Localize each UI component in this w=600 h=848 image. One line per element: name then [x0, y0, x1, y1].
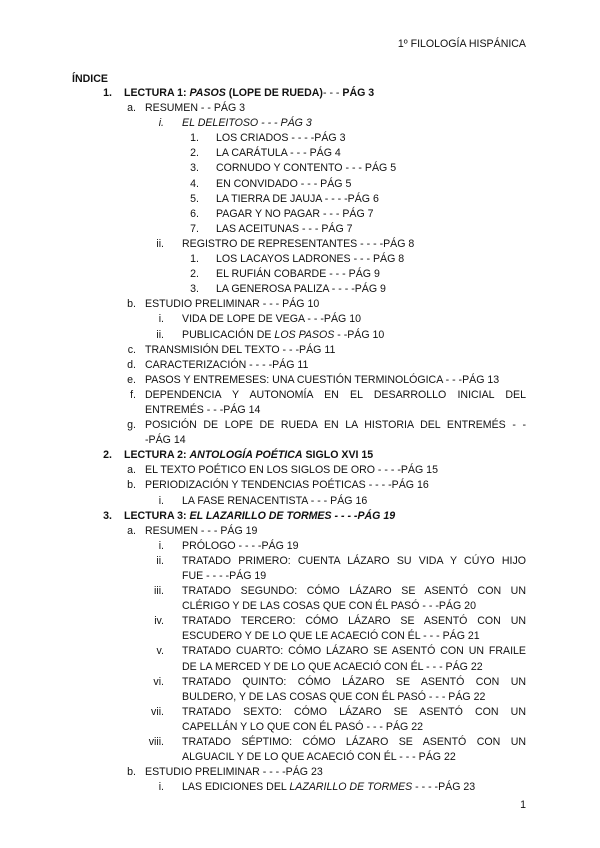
- toc-entry-text-segment: SIGLO XVI 15: [302, 449, 374, 462]
- index-title: ÍNDICE: [72, 73, 108, 85]
- toc-entry-line: TRATADO QUINTO: CÓMO LÁZARO SE ASENTÓ CON UN: [182, 675, 526, 688]
- toc-entry-text: [145, 298, 319, 310]
- toc-entry: [0, 222, 600, 237]
- toc-entry: [0, 765, 600, 780]
- toc-entry: [0, 328, 600, 343]
- toc-entry: [0, 554, 600, 584]
- toc-entry-line: TRATADO CUARTO: CÓMO LÁZARO SE ASENTÓ CON UN FRAILE: [182, 645, 526, 658]
- toc-entry-marker: v.: [156, 645, 164, 658]
- toc-entry-line: BULDERO, Y DE LAS COSAS QUE CON ÉL PASÓ - - - PÁG 22: [182, 690, 486, 703]
- toc-entry-text-segment: EN CONVIDADO - - - PÁG 5: [216, 177, 352, 190]
- toc-entry-text-segment: PRÓLOGO - - - -PÁG 19: [182, 539, 299, 552]
- toc-entry-text-segment: LAS ACEITUNAS - - - PÁG 7: [216, 222, 353, 235]
- toc-entry: [0, 584, 600, 614]
- page-header-course: 1º FILOLOGÍA HISPÁNICA: [397, 38, 526, 50]
- toc-entry: [0, 312, 600, 327]
- toc-entry: [0, 116, 600, 131]
- toc-entry: [0, 177, 600, 192]
- toc-entry-marker: e.: [127, 373, 136, 386]
- toc-entry-line: TRATADO SEGUNDO: CÓMO LÁZARO SE ASENTÓ CON UN: [182, 585, 526, 598]
- toc-entry-text: [145, 359, 308, 371]
- toc-entry-text-segment: EL RUFIÁN COBARDE - - - PÁG 9: [216, 268, 380, 281]
- toc-entry-text: [216, 162, 396, 174]
- toc-entry: [0, 614, 600, 644]
- toc-entry-text-segment: PÁG 3: [342, 87, 375, 99]
- toc-entry: [0, 161, 600, 176]
- toc-entry-text: [145, 344, 335, 356]
- toc-entry-marker: 3.: [190, 162, 199, 175]
- toc-entry-text: [182, 329, 384, 341]
- toc-entry-text: [124, 87, 374, 99]
- toc-entry: [0, 252, 600, 267]
- toc-entry-marker: ii.: [156, 237, 164, 250]
- toc-entry-text-segment: PASOS: [189, 87, 226, 99]
- toc-entry-text: [182, 781, 475, 793]
- toc-entry-marker: i.: [158, 781, 164, 794]
- toc-entry-marker: i.: [158, 117, 164, 130]
- toc-entry-text: [145, 766, 323, 778]
- toc-entry-text: [216, 193, 379, 205]
- toc-entry-marker: i.: [158, 313, 164, 326]
- toc-entry-text-segment: REGISTRO DE REPRESENTANTES - - - -PÁG 8: [182, 237, 415, 250]
- toc-entry-marker: b.: [127, 298, 136, 311]
- toc-entry-text: [145, 525, 257, 537]
- toc-entry-marker: a.: [127, 524, 136, 537]
- toc-entry: [0, 297, 600, 312]
- toc-entry-text: [145, 479, 429, 491]
- toc-entry-line: ALGUACIL Y DE LO QUE ACAECIÓ CON ÉL - - - PÁG 22: [182, 751, 456, 764]
- toc-entry: [0, 509, 600, 524]
- toc-entry-text-segment: PUBLICACIÓN DE: [182, 328, 275, 341]
- toc-entry-text-segment: EL LAZARILLO DE TORMES - - - -PÁG 19: [189, 509, 396, 522]
- toc-entry-marker: 3.: [190, 283, 199, 296]
- toc-entry-text: [145, 102, 245, 114]
- toc-entry: [0, 358, 600, 373]
- toc-entry: [0, 539, 600, 554]
- toc-entry-text-segment: RESUMEN - - PÁG 3: [145, 102, 246, 115]
- table-of-contents: [0, 86, 600, 795]
- toc-entry: [0, 463, 600, 478]
- toc-entry: [0, 373, 600, 388]
- toc-entry-text-segment: (LOPE DE RUEDA): [225, 87, 323, 99]
- toc-entry-marker: d.: [127, 358, 136, 371]
- toc-entry-text-segment: LECTURA 2:: [124, 449, 190, 462]
- toc-entry-text: [216, 132, 346, 144]
- toc-entry-marker: vii.: [151, 705, 164, 718]
- toc-entry-marker: a.: [127, 102, 136, 115]
- toc-entry-text-segment: TRANSMISIÓN DEL TEXTO - - -PÁG 11: [145, 343, 336, 356]
- toc-entry-text-segment: LA CARÁTULA - - - PÁG 4: [216, 147, 341, 160]
- toc-entry-text-segment: CORNUDO Y CONTENTO - - - PÁG 5: [216, 162, 397, 175]
- toc-entry-marker: f.: [130, 388, 136, 401]
- toc-entry: [0, 282, 600, 297]
- toc-entry-text-segment: RESUMEN - - - PÁG 19: [145, 524, 258, 537]
- toc-entry-text: [182, 117, 312, 129]
- toc-entry-line: CLÉRIGO Y DE LAS COSAS QUE CON ÉL PASÓ - - -PÁG 20: [182, 600, 476, 613]
- toc-entry: [0, 146, 600, 161]
- toc-entry-text-segment: - - - -PÁG 23: [412, 781, 476, 794]
- toc-entry-text: [216, 253, 404, 265]
- toc-entry-line: TRATADO TERCERO: CÓMO LÁZARO SE ASENTÓ CON UN: [182, 615, 526, 628]
- toc-entry-line: FUE - - - -PÁG 19: [182, 570, 267, 582]
- toc-entry-marker: 2.: [103, 449, 112, 462]
- toc-entry: [0, 237, 600, 252]
- toc-entry-marker: i.: [158, 494, 164, 507]
- toc-entry-text: [145, 464, 438, 476]
- toc-entry: [0, 101, 600, 116]
- toc-entry-marker: vi.: [153, 675, 164, 688]
- toc-entry-text-segment: EL TEXTO POÉTICO EN LOS SIGLOS DE ORO - - - -PÁG 15: [145, 464, 438, 477]
- toc-entry: [0, 675, 600, 705]
- toc-entry-text: [216, 283, 386, 295]
- toc-entry-text: [124, 510, 395, 522]
- toc-entry-text-segment: - -PÁG 10: [334, 328, 385, 341]
- toc-entry: [0, 780, 600, 795]
- toc-entry-line: ESCUDERO Y DE LO QUE LE ACAECIÓ CON ÉL - - - PÁG 21: [182, 630, 480, 643]
- toc-entry-text-segment: CARACTERIZACIÓN - - - -PÁG 11: [145, 358, 309, 371]
- toc-entry-text: [216, 147, 341, 159]
- toc-entry-text-segment: LOS CRIADOS - - - -PÁG 3: [216, 132, 346, 145]
- toc-entry-text: [216, 208, 374, 220]
- toc-entry-line: POSICIÓN DE LOPE DE RUEDA EN LA HISTORIA DEL ENTREMÉS - -: [145, 419, 526, 432]
- toc-entry: [0, 418, 600, 448]
- toc-entry-text-segment: LECTURA 3:: [124, 509, 190, 522]
- toc-entry-text: [182, 238, 414, 250]
- toc-entry-text-segment: PERIODIZACIÓN Y TENDENCIAS POÉTICAS - - - -PÁG 16: [145, 479, 429, 492]
- toc-entry-line: TRATADO PRIMERO: CUENTA LÁZARO SU VIDA Y CÚYO HIJO: [182, 554, 526, 567]
- toc-entry: [0, 494, 600, 509]
- toc-entry-text-segment: LOS PASOS: [274, 328, 335, 341]
- toc-entry-text-segment: LECTURA 1:: [124, 87, 190, 99]
- toc-entry: [0, 478, 600, 493]
- toc-entry-line: TRATADO SÉPTIMO: CÓMO LÁZARO SE ASENTÓ CON UN: [182, 736, 526, 749]
- page-number: 1: [520, 799, 526, 811]
- toc-entry-marker: 1.: [103, 87, 112, 99]
- toc-entry-marker: ii.: [156, 554, 164, 567]
- toc-entry-marker: b.: [127, 479, 136, 492]
- toc-entry-line: ENTREMÉS - - -PÁG 14: [145, 403, 261, 416]
- toc-entry-text-segment: PASOS Y ENTREMESES: UNA CUESTIÓN TERMINOLÓGICA - - -PÁG 13: [145, 373, 500, 386]
- toc-entry: [0, 192, 600, 207]
- toc-entry-marker: 7.: [190, 222, 199, 235]
- toc-entry-text: [145, 374, 499, 386]
- toc-entry-text-segment: ESTUDIO PRELIMINAR - - - -PÁG 23: [145, 766, 323, 779]
- toc-entry-marker: c.: [127, 343, 136, 356]
- toc-entry-marker: iii.: [153, 585, 164, 598]
- toc-entry-text-segment: - - -: [322, 87, 343, 99]
- toc-entry: [0, 267, 600, 282]
- toc-entry-text: [216, 268, 380, 280]
- toc-entry-marker: ii.: [156, 328, 164, 341]
- toc-entry: [0, 388, 600, 418]
- toc-entry-text: [216, 178, 351, 190]
- toc-entry-text-segment: VIDA DE LOPE DE VEGA - - -PÁG 10: [182, 313, 361, 326]
- toc-entry-text-segment: ANTOLOGÍA POÉTICA: [189, 449, 303, 462]
- toc-entry-text-segment: ESTUDIO PRELIMINAR - - - PÁG 10: [145, 298, 320, 311]
- toc-entry-line: CAPELLÁN Y LO QUE CON ÉL PASÓ - - - PÁG 22: [182, 720, 423, 733]
- toc-entry-text-segment: EL DELEITOSO - - - PÁG 3: [182, 117, 312, 130]
- toc-entry-line: DE LA MERCED Y DE LO QUE ACAECIÓ CON ÉL - - - PÁG 22: [182, 660, 483, 673]
- toc-entry-marker: i.: [158, 539, 164, 552]
- toc-entry: [0, 524, 600, 539]
- toc-entry-marker: 1.: [190, 132, 199, 145]
- toc-entry-text-segment: LAS EDICIONES DEL: [182, 781, 290, 794]
- toc-entry-text: [124, 449, 373, 461]
- toc-entry-text: [182, 540, 299, 552]
- toc-entry-marker: 6.: [190, 207, 199, 220]
- toc-entry-text-segment: LA GENEROSA PALIZA - - - -PÁG 9: [216, 283, 386, 296]
- toc-entry-marker: b.: [127, 766, 136, 779]
- toc-entry-marker: viii.: [148, 736, 164, 749]
- toc-entry-line: -PÁG 14: [145, 434, 186, 447]
- toc-entry-text: [216, 223, 353, 235]
- toc-entry: [0, 86, 600, 101]
- toc-entry-marker: 1.: [190, 253, 199, 266]
- toc-entry-marker: a.: [127, 464, 136, 477]
- toc-entry: [0, 448, 600, 463]
- toc-entry-text-segment: PAGAR Y NO PAGAR - - - PÁG 7: [216, 207, 374, 220]
- toc-entry-marker: 5.: [190, 192, 199, 205]
- toc-entry-text: [182, 495, 367, 507]
- toc-entry: [0, 343, 600, 358]
- toc-entry-text-segment: LOS LACAYOS LADRONES - - - PÁG 8: [216, 253, 405, 266]
- toc-entry-marker: iv.: [154, 615, 164, 628]
- toc-entry: [0, 644, 600, 674]
- toc-entry-marker: 2.: [190, 268, 199, 281]
- toc-entry: [0, 131, 600, 146]
- toc-entry: [0, 207, 600, 222]
- toc-entry-text-segment: LA TIERRA DE JAUJA - - - -PÁG 6: [216, 192, 379, 205]
- toc-entry-marker: g.: [127, 419, 136, 432]
- toc-entry-marker: 2.: [190, 147, 199, 160]
- toc-entry-marker: 3.: [103, 509, 112, 522]
- toc-entry-text-segment: LA FASE RENACENTISTA - - - PÁG 16: [182, 494, 368, 507]
- toc-entry: [0, 735, 600, 765]
- toc-entry-line: TRATADO SEXTO: CÓMO LÁZARO SE ASENTÓ CON UN: [182, 705, 526, 718]
- toc-entry: [0, 705, 600, 735]
- toc-entry-marker: 4.: [190, 177, 199, 190]
- toc-entry-text-segment: LAZARILLO DE TORMES: [289, 781, 413, 794]
- toc-entry-text: [182, 313, 361, 325]
- toc-entry-line: DEPENDENCIA Y AUTONOMÍA EN EL DESARROLLO INICIAL DEL: [145, 388, 526, 401]
